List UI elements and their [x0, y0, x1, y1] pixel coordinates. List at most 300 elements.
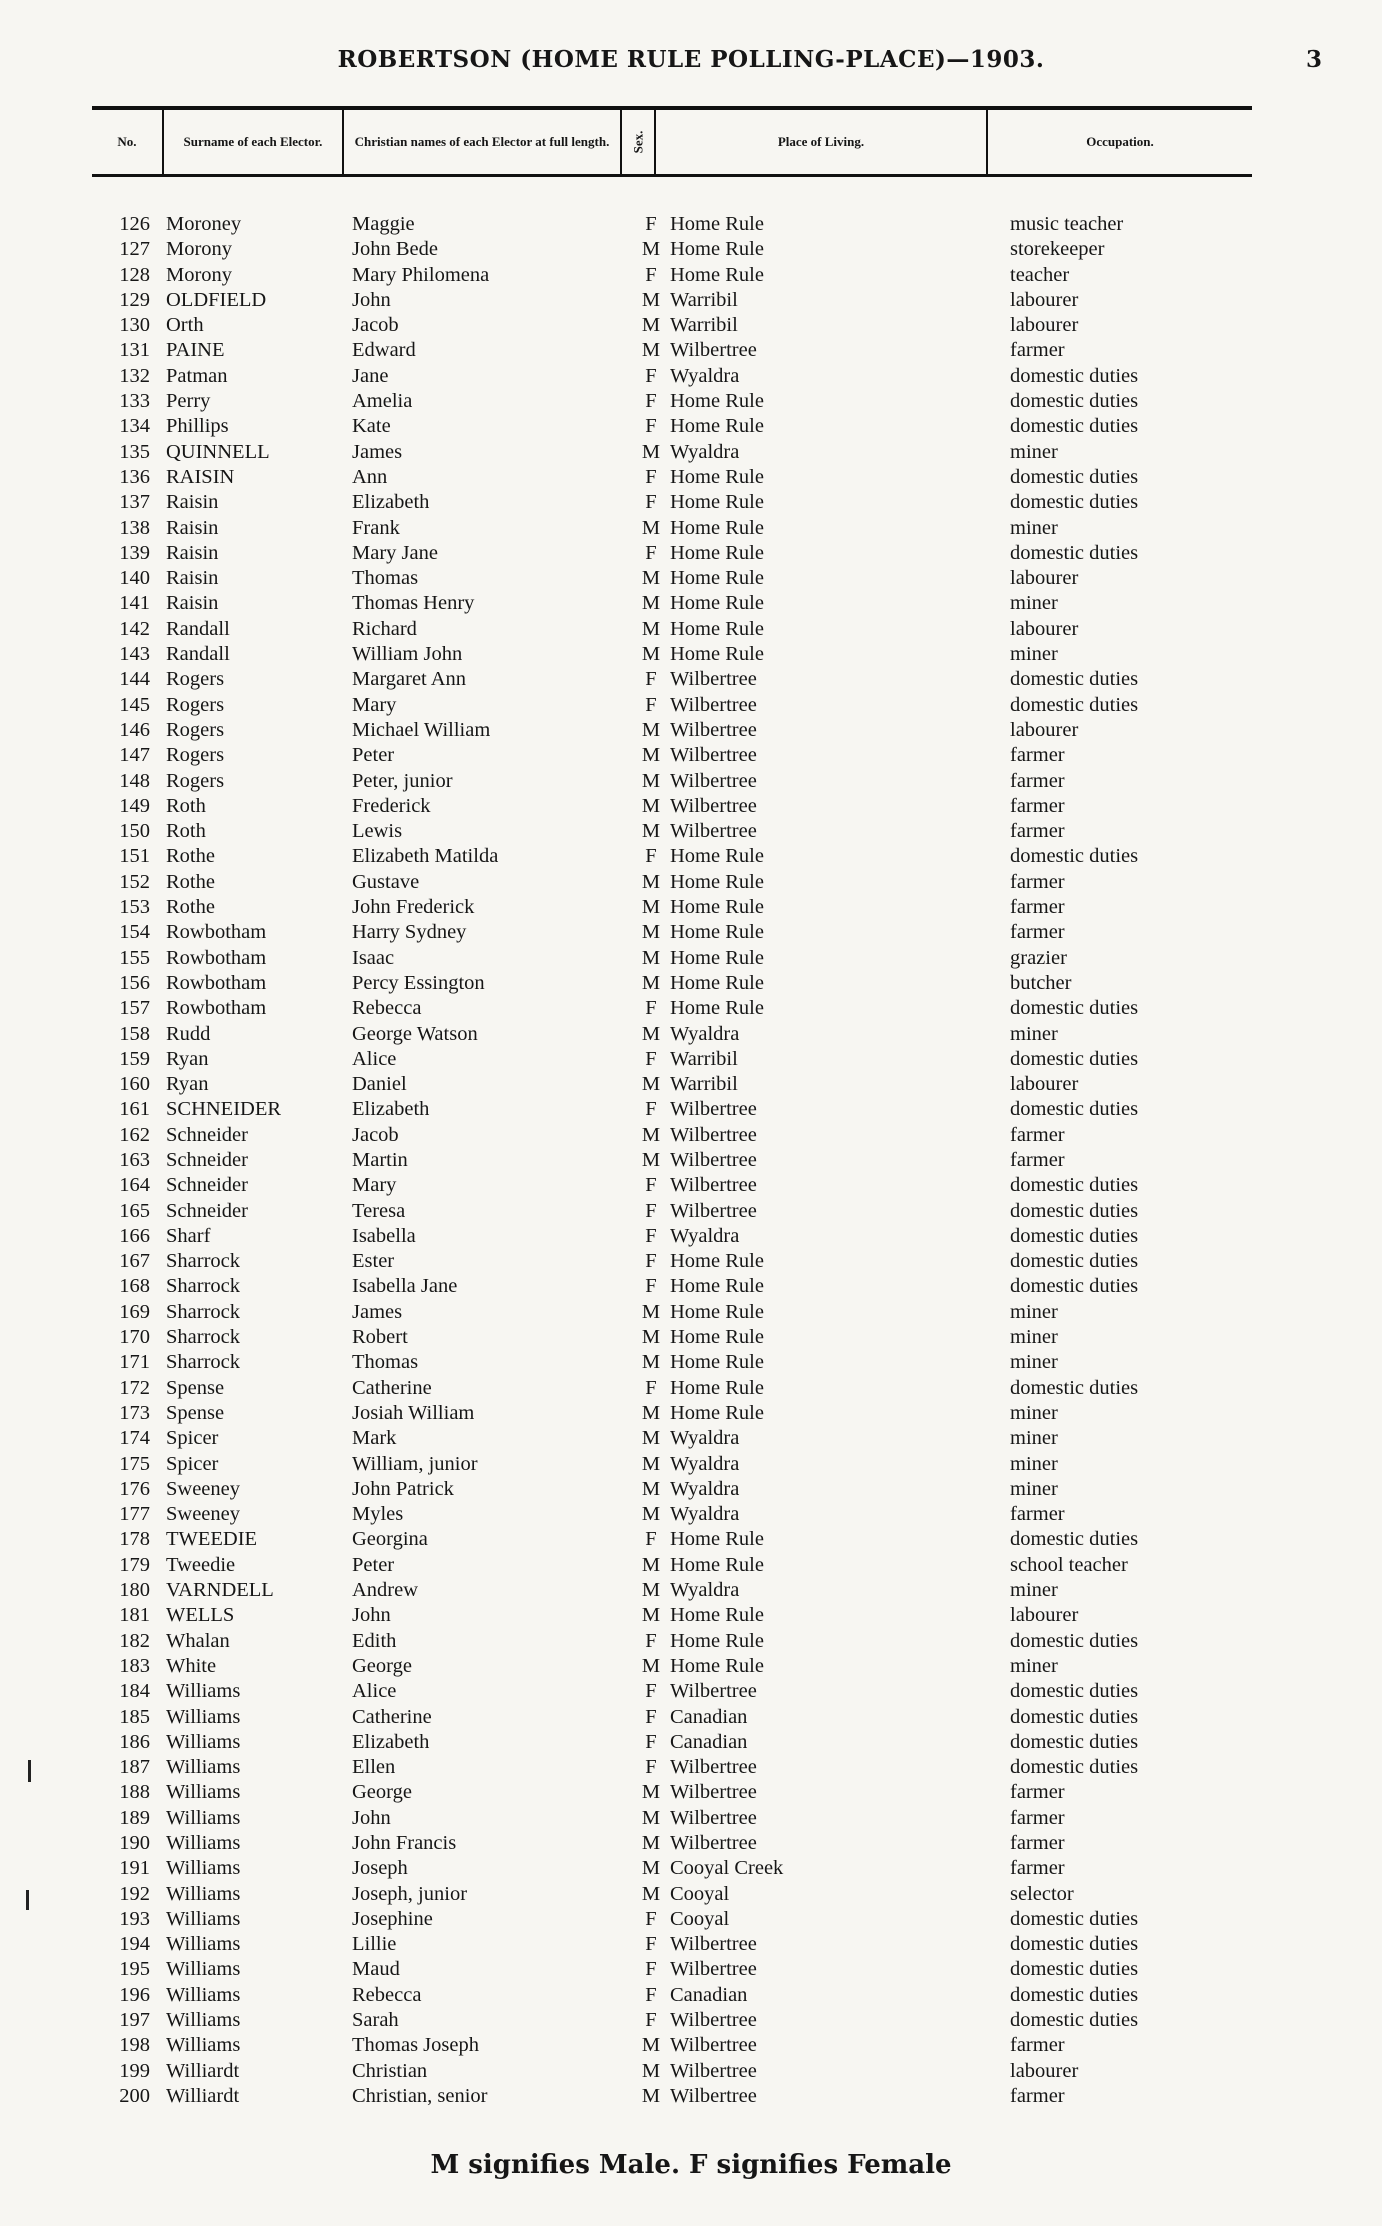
cell-occupation: miner: [1010, 1579, 1058, 1602]
cell-no: 144: [119, 668, 150, 691]
cell-sex: M: [641, 2034, 661, 2057]
cell-sex: F: [645, 845, 657, 868]
cell-christian: Percy Essington: [352, 971, 485, 994]
cell-place: Home Rule: [670, 896, 764, 919]
table-row: [0, 1173, 1382, 1198]
cell-sex: M: [641, 1604, 661, 1627]
cell-christian: William, junior: [352, 1452, 478, 1475]
cell-christian: Elizabeth: [352, 1730, 430, 1753]
cell-christian: Jane: [352, 364, 389, 387]
cell-sex: F: [645, 1933, 657, 1956]
cell-place: Home Rule: [670, 1629, 764, 1652]
cell-sex: M: [641, 314, 661, 337]
cell-place: Home Rule: [670, 516, 764, 539]
cell-place: Wilbertree: [670, 820, 757, 843]
cell-christian: Isaac: [352, 946, 395, 969]
cell-christian: Edith: [352, 1629, 397, 1652]
cell-christian: Peter: [352, 744, 395, 767]
cell-no: 130: [119, 314, 150, 337]
cell-no: 145: [119, 693, 150, 716]
table-row: [0, 1047, 1382, 1072]
cell-no: 182: [119, 1629, 150, 1652]
cell-surname: Roth: [166, 820, 206, 843]
cell-occupation: domestic duties: [1010, 668, 1139, 691]
cell-christian: George Watson: [352, 1022, 478, 1045]
cell-occupation: school teacher: [1010, 1553, 1128, 1576]
header-occupation: Occupation.: [1086, 134, 1154, 149]
cell-christian: Rebecca: [352, 1983, 422, 2006]
cell-no: 165: [119, 1199, 150, 1222]
cell-surname: Spense: [166, 1401, 225, 1424]
cell-surname: VARNDELL: [166, 1579, 274, 1602]
cell-occupation: farmer: [1010, 1806, 1065, 1829]
cell-sex: M: [641, 516, 661, 539]
cell-christian: John: [352, 1806, 391, 1829]
cell-surname: RAISIN: [166, 465, 235, 488]
cell-no: 170: [119, 1326, 150, 1349]
table-row: [0, 288, 1382, 313]
cell-surname: Sharrock: [166, 1326, 241, 1349]
cell-sex: F: [645, 1528, 657, 1551]
cell-christian: Thomas: [352, 1351, 419, 1374]
cell-surname: OLDFIELD: [166, 288, 267, 311]
cell-christian: Jacob: [352, 1123, 399, 1146]
cell-sex: M: [641, 1477, 661, 1500]
cell-occupation: domestic duties: [1010, 693, 1139, 716]
cell-sex: F: [645, 1983, 657, 2006]
cell-sex: F: [645, 390, 657, 413]
cell-place: Wilbertree: [670, 1781, 757, 1804]
cell-place: Home Rule: [670, 1376, 764, 1399]
cell-surname: Williams: [166, 1882, 241, 1905]
cell-occupation: domestic duties: [1010, 364, 1139, 387]
cell-no: 150: [119, 820, 150, 843]
cell-surname: Raisin: [166, 491, 219, 514]
cell-place: Wilbertree: [670, 339, 757, 362]
cell-sex: F: [645, 1756, 657, 1779]
cell-surname: Spicer: [166, 1427, 219, 1450]
cell-no: 196: [119, 1983, 150, 2006]
cell-place: Warribil: [670, 1073, 738, 1096]
table-row: [0, 718, 1382, 743]
cell-place: Home Rule: [670, 1528, 764, 1551]
cell-surname: Williams: [166, 1781, 241, 1804]
cell-place: Home Rule: [670, 1275, 764, 1298]
cell-sex: F: [645, 465, 657, 488]
cell-sex: F: [645, 1730, 657, 1753]
cell-christian: Sarah: [352, 2009, 399, 2032]
cell-christian: Edward: [352, 339, 416, 362]
cell-surname: Raisin: [166, 541, 219, 564]
cell-sex: F: [645, 213, 657, 235]
cell-sex: F: [645, 693, 657, 716]
table-row: [0, 1123, 1382, 1148]
cell-surname: Sharrock: [166, 1250, 241, 1273]
cell-surname: Tweedie: [166, 1553, 236, 1576]
cell-christian: Thomas Joseph: [352, 2034, 479, 2057]
cell-surname: Orth: [166, 314, 204, 337]
cell-no: 157: [119, 997, 150, 1020]
cell-christian: Andrew: [352, 1579, 419, 1602]
cell-sex: M: [641, 1503, 661, 1526]
cell-occupation: miner: [1010, 1427, 1058, 1450]
cell-sex: F: [645, 491, 657, 514]
cell-surname: Perry: [166, 390, 211, 413]
cell-no: 188: [119, 1781, 150, 1804]
cell-place: Wyaldra: [670, 364, 740, 387]
cell-occupation: teacher: [1010, 263, 1070, 286]
cell-surname: Sharrock: [166, 1275, 241, 1298]
cell-christian: Ellen: [352, 1756, 396, 1779]
header-no: No.: [92, 110, 164, 174]
cell-surname: Rogers: [166, 668, 225, 691]
cell-surname: Williams: [166, 1806, 241, 1829]
cell-surname: Morony: [166, 238, 233, 261]
cell-christian: Mary: [352, 1174, 397, 1197]
cell-christian: Michael William: [352, 718, 491, 741]
table-row: [0, 667, 1382, 692]
cell-place: Wyaldra: [670, 1503, 740, 1526]
cell-christian: Myles: [352, 1503, 404, 1526]
cell-sex: M: [641, 440, 661, 463]
cell-no: 183: [119, 1654, 150, 1677]
cell-christian: Elizabeth: [352, 491, 430, 514]
cell-no: 187: [119, 1756, 150, 1779]
cell-place: Wilbertree: [670, 693, 757, 716]
cell-surname: WELLS: [166, 1604, 235, 1627]
cell-christian: Peter: [352, 1553, 395, 1576]
cell-christian: Georgina: [352, 1528, 428, 1551]
cell-occupation: domestic duties: [1010, 1250, 1139, 1273]
table-row: [0, 946, 1382, 971]
cell-christian: Elizabeth: [352, 1098, 430, 1121]
cell-sex: M: [641, 1553, 661, 1576]
cell-christian: Harry Sydney: [352, 921, 467, 944]
table-row: [0, 465, 1382, 490]
cell-christian: Teresa: [352, 1199, 406, 1222]
table-row: [0, 389, 1382, 414]
table-row: [0, 1300, 1382, 1325]
cell-christian: Lewis: [352, 820, 403, 843]
cell-sex: M: [641, 1300, 661, 1323]
table-row: [0, 895, 1382, 920]
cell-christian: Richard: [352, 617, 417, 640]
cell-christian: Alice: [352, 1680, 397, 1703]
cell-occupation: domestic duties: [1010, 1199, 1139, 1222]
cell-no: 135: [119, 440, 150, 463]
cell-christian: John Frederick: [352, 896, 475, 919]
cell-place: Warribil: [670, 1047, 738, 1070]
table-row: [0, 1654, 1382, 1679]
table-row: [0, 1224, 1382, 1249]
cell-christian: Alice: [352, 1047, 397, 1070]
cell-place: Cooyal Creek: [670, 1857, 784, 1880]
cell-occupation: miner: [1010, 440, 1058, 463]
cell-christian: Daniel: [352, 1073, 407, 1096]
cell-surname: Schneider: [166, 1199, 248, 1222]
cell-occupation: domestic duties: [1010, 1098, 1139, 1121]
cell-surname: Williams: [166, 1730, 241, 1753]
table-row: [0, 1097, 1382, 1122]
cell-occupation: miner: [1010, 1654, 1058, 1677]
table-row: [0, 1907, 1382, 1932]
cell-sex: M: [641, 1857, 661, 1880]
table-row: [0, 2033, 1382, 2058]
table-row: [0, 566, 1382, 591]
table-row: [0, 1148, 1382, 1173]
cell-no: 137: [119, 491, 150, 514]
cell-occupation: farmer: [1010, 1123, 1065, 1146]
cell-christian: Ester: [352, 1250, 395, 1273]
cell-surname: Williams: [166, 1756, 241, 1779]
cell-sex: M: [641, 339, 661, 362]
cell-sex: M: [641, 1401, 661, 1424]
cell-christian: James: [352, 440, 403, 463]
cell-no: 176: [119, 1477, 150, 1500]
cell-surname: Randall: [166, 643, 230, 666]
cell-no: 191: [119, 1857, 150, 1880]
cell-occupation: storekeeper: [1010, 238, 1105, 261]
table-row: [0, 1957, 1382, 1982]
cell-occupation: domestic duties: [1010, 541, 1139, 564]
table-row: [0, 263, 1382, 288]
cell-no: 173: [119, 1401, 150, 1424]
cell-place: Warribil: [670, 288, 738, 311]
cell-place: Home Rule: [670, 1250, 764, 1273]
cell-occupation: domestic duties: [1010, 1275, 1139, 1298]
cell-surname: Williardt: [166, 2059, 240, 2082]
cell-no: 197: [119, 2009, 150, 2032]
cell-no: 147: [119, 744, 150, 767]
cell-occupation: butcher: [1010, 971, 1072, 994]
cell-no: 132: [119, 364, 150, 387]
cell-surname: Schneider: [166, 1148, 248, 1171]
cell-place: Home Rule: [670, 1654, 764, 1677]
cell-sex: F: [645, 1958, 657, 1981]
cell-place: Wilbertree: [670, 2059, 757, 2082]
cell-no: 178: [119, 1528, 150, 1551]
cell-occupation: selector: [1010, 1882, 1074, 1905]
cell-surname: Williams: [166, 2009, 241, 2032]
cell-surname: Schneider: [166, 1174, 248, 1197]
cell-christian: Thomas: [352, 567, 419, 590]
cell-place: Home Rule: [670, 415, 764, 438]
cell-occupation: miner: [1010, 1022, 1058, 1045]
table-row: [0, 1983, 1382, 2008]
cell-no: 167: [119, 1250, 150, 1273]
cell-place: Home Rule: [670, 997, 764, 1020]
cell-sex: M: [641, 2084, 661, 2107]
cell-occupation: domestic duties: [1010, 1680, 1139, 1703]
cell-surname: Sweeney: [166, 1477, 241, 1500]
cell-place: Wilbertree: [670, 769, 757, 792]
table-row: [0, 516, 1382, 541]
cell-place: Wilbertree: [670, 1123, 757, 1146]
cell-christian: John Patrick: [352, 1477, 454, 1500]
cell-place: Home Rule: [670, 263, 764, 286]
cell-place: Wyaldra: [670, 1022, 740, 1045]
cell-place: Home Rule: [670, 617, 764, 640]
table-row: [0, 1755, 1382, 1780]
cell-occupation: miner: [1010, 1477, 1058, 1500]
cell-no: 156: [119, 971, 150, 994]
cell-surname: Spense: [166, 1376, 225, 1399]
cell-occupation: farmer: [1010, 1832, 1065, 1854]
table-row: [0, 1022, 1382, 1047]
cell-no: 186: [119, 1730, 150, 1753]
cell-no: 127: [119, 238, 150, 261]
cell-christian: Christian, senior: [352, 2084, 488, 2107]
table-row: [0, 617, 1382, 642]
cell-sex: M: [641, 1654, 661, 1677]
cell-occupation: domestic duties: [1010, 1705, 1139, 1728]
table-row: [0, 1831, 1382, 1856]
cell-no: 175: [119, 1452, 150, 1475]
cell-sex: F: [645, 997, 657, 1020]
cell-sex: F: [645, 1250, 657, 1273]
table-row: [0, 364, 1382, 389]
cell-no: 161: [119, 1098, 150, 1121]
cell-occupation: labourer: [1010, 2059, 1079, 2082]
cell-place: Wilbertree: [670, 1174, 757, 1197]
cell-surname: White: [166, 1654, 217, 1677]
cell-occupation: domestic duties: [1010, 415, 1139, 438]
cell-no: 180: [119, 1579, 150, 1602]
cell-occupation: domestic duties: [1010, 465, 1139, 488]
cell-place: Home Rule: [670, 567, 764, 590]
cell-no: 131: [119, 339, 150, 362]
cell-occupation: domestic duties: [1010, 1933, 1139, 1956]
cell-surname: Raisin: [166, 592, 219, 615]
cell-surname: Rogers: [166, 718, 225, 741]
cell-no: 160: [119, 1073, 150, 1096]
cell-no: 148: [119, 769, 150, 792]
cell-occupation: farmer: [1010, 2084, 1065, 2107]
cell-place: Wyaldra: [670, 1452, 740, 1475]
cell-christian: Lillie: [352, 1933, 397, 1956]
cell-no: 136: [119, 465, 150, 488]
cell-sex: M: [641, 1148, 661, 1171]
table-row: [0, 338, 1382, 363]
cell-no: 152: [119, 870, 150, 893]
cell-surname: Schneider: [166, 1123, 248, 1146]
cell-sex: M: [641, 1022, 661, 1045]
cell-christian: Ann: [352, 465, 388, 488]
cell-no: 139: [119, 541, 150, 564]
cell-no: 200: [119, 2084, 150, 2107]
cell-occupation: domestic duties: [1010, 1958, 1139, 1981]
cell-christian: Isabella Jane: [352, 1275, 458, 1298]
table-row: [0, 212, 1382, 237]
cell-occupation: miner: [1010, 1351, 1058, 1374]
cell-no: 169: [119, 1300, 150, 1323]
cell-no: 140: [119, 567, 150, 590]
cell-christian: George: [352, 1781, 412, 1804]
cell-sex: M: [641, 794, 661, 817]
cell-place: Home Rule: [670, 1604, 764, 1627]
table-row: [0, 440, 1382, 465]
cell-place: Wyaldra: [670, 1427, 740, 1450]
cell-surname: Rowbotham: [166, 946, 267, 969]
cell-christian: Josephine: [352, 1907, 433, 1930]
cell-christian: Christian: [352, 2059, 428, 2082]
cell-place: Wilbertree: [670, 1933, 757, 1956]
cell-christian: Maggie: [352, 213, 415, 235]
header-sex: [622, 110, 656, 174]
cell-surname: Williams: [166, 1705, 241, 1728]
cell-place: Wilbertree: [670, 668, 757, 691]
cell-sex: M: [641, 896, 661, 919]
cell-place: Wilbertree: [670, 794, 757, 817]
table-row: [0, 1350, 1382, 1375]
cell-christian: George: [352, 1654, 412, 1677]
cell-occupation: labourer: [1010, 1073, 1079, 1096]
table-row: [0, 870, 1382, 895]
cell-place: Wilbertree: [670, 1756, 757, 1779]
cell-occupation: domestic duties: [1010, 845, 1139, 868]
cell-no: 195: [119, 1958, 150, 1981]
cell-sex: M: [641, 1452, 661, 1475]
table-row: [0, 1452, 1382, 1477]
cell-occupation: farmer: [1010, 921, 1065, 944]
cell-sex: F: [645, 1376, 657, 1399]
table-row: [0, 541, 1382, 566]
table-row: [0, 743, 1382, 768]
cell-surname: Rothe: [166, 870, 215, 893]
cell-christian: Joseph: [352, 1857, 408, 1880]
cell-surname: Raisin: [166, 567, 219, 590]
cell-no: 141: [119, 592, 150, 615]
cell-occupation: miner: [1010, 1326, 1058, 1349]
table-row: [0, 1199, 1382, 1224]
table-row: [0, 819, 1382, 844]
cell-christian: Frederick: [352, 794, 431, 817]
cell-place: Home Rule: [670, 1553, 764, 1576]
cell-sex: M: [641, 1781, 661, 1804]
cell-occupation: farmer: [1010, 1148, 1065, 1171]
table-row: [0, 1249, 1382, 1274]
cell-place: Wyaldra: [670, 1477, 740, 1500]
cell-occupation: labourer: [1010, 314, 1079, 337]
cell-occupation: miner: [1010, 516, 1058, 539]
table-row: [0, 971, 1382, 996]
cell-no: 149: [119, 794, 150, 817]
cell-occupation: domestic duties: [1010, 1730, 1139, 1753]
page-number: 3: [1306, 46, 1323, 73]
cell-surname: Rowbotham: [166, 997, 267, 1020]
cell-surname: Rothe: [166, 896, 215, 919]
cell-christian: Gustave: [352, 870, 420, 893]
cell-christian: Peter, junior: [352, 769, 453, 792]
cell-place: Home Rule: [670, 870, 764, 893]
cell-occupation: labourer: [1010, 617, 1079, 640]
cell-sex: F: [645, 1047, 657, 1070]
cell-occupation: farmer: [1010, 794, 1065, 817]
cell-surname: Morony: [166, 263, 233, 286]
cell-occupation: domestic duties: [1010, 1047, 1139, 1070]
cell-no: 199: [119, 2059, 150, 2082]
cell-surname: Whalan: [166, 1629, 230, 1652]
cell-place: Home Rule: [670, 1351, 764, 1374]
table-row: [0, 1629, 1382, 1654]
cell-no: 134: [119, 415, 150, 438]
cell-no: 181: [119, 1604, 150, 1627]
cell-surname: SCHNEIDER: [166, 1098, 282, 1121]
cell-sex: F: [645, 364, 657, 387]
cell-sex: M: [641, 1326, 661, 1349]
cell-surname: QUINNELL: [166, 440, 270, 463]
cell-sex: M: [641, 238, 661, 261]
